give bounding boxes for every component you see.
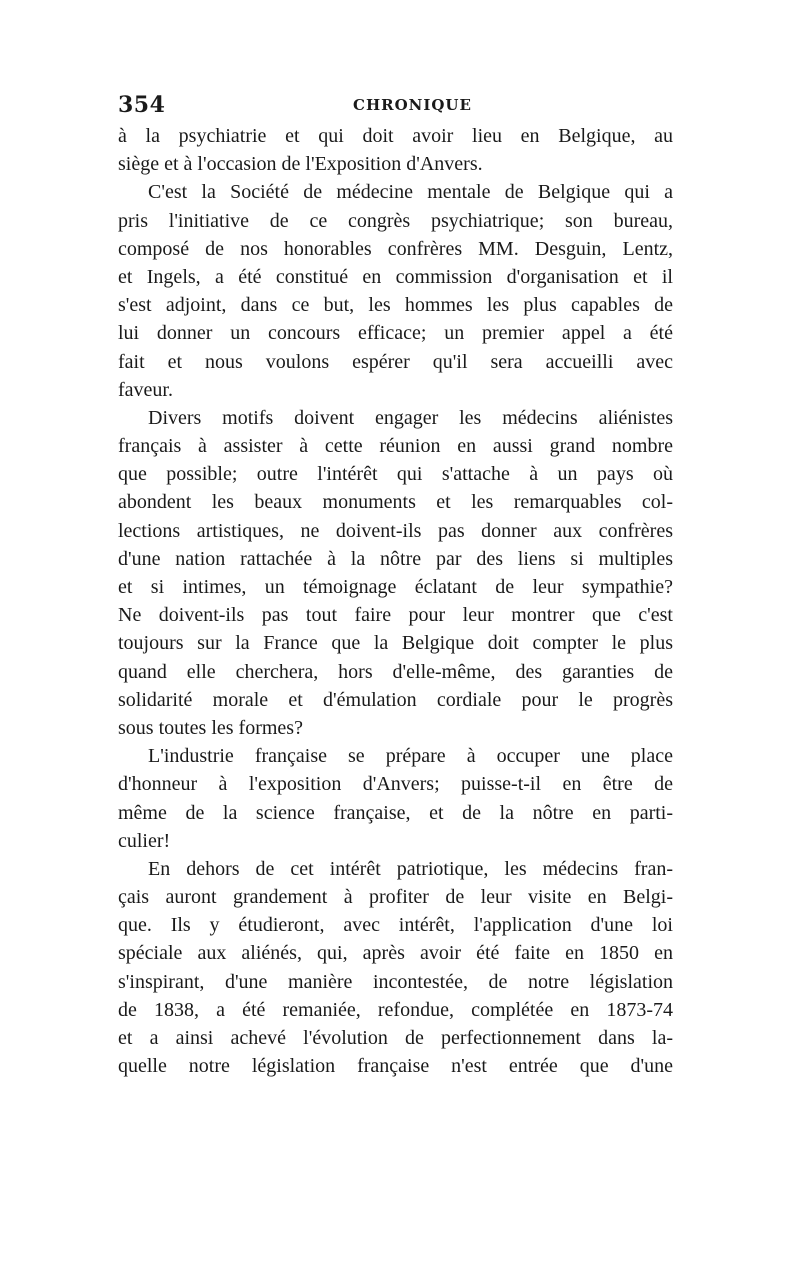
text-line: toujours sur la France que la Belgique doit compter le plus	[118, 632, 673, 655]
text-line: lui donner un concours efficace; un premier appel a été	[118, 322, 673, 345]
text-line: solidarité morale et d'émulation cordiale pour le progrès	[118, 688, 673, 711]
text-line: à la psychiatrie et qui doit avoir lieu en Belgique, au	[118, 125, 673, 147]
text-line: d'une nation rattachée à la nôtre par des liens si multiples	[118, 547, 673, 570]
running-head: CHRONIQUE	[353, 96, 472, 114]
text-line: spéciale aux aliénés, qui, après avoir été faite en 1850 en	[118, 942, 673, 965]
text-line: C'est la Société de médecine mentale de Belgique qui a	[148, 181, 673, 204]
text-line: que. Ils y étudieront, avec intérêt, l'application d'une loi	[118, 914, 673, 937]
text-line: sous toutes les formes?	[118, 716, 303, 739]
text-line: quand elle cherchera, hors d'elle-même, des garanties de	[118, 660, 673, 683]
text-line: culier!	[118, 829, 171, 852]
text-line: français à assister à cette réunion en aussi grand nombre	[118, 435, 673, 458]
text-line: de 1838, a été remaniée, refondue, complétée en 1873-74	[118, 998, 673, 1021]
text-line: L'industrie française se prépare à occuper une place	[148, 745, 673, 768]
text-line: çais auront grandement à profiter de leur visite en Belgi-	[118, 886, 673, 909]
text-line: s'est adjoint, dans ce but, les hommes les plus capables de	[118, 294, 673, 317]
text-line: et si intimes, un témoignage éclatant de leur sympathie?	[118, 576, 673, 598]
page-header	[118, 92, 673, 122]
text-line: composé de nos honorables confrères MM. Desguin, Lentz,	[118, 237, 673, 260]
body-text	[118, 122, 673, 1080]
text-line: s'inspirant, d'une manière incontestée, de notre législation	[118, 970, 673, 993]
page-number: 354	[118, 92, 166, 118]
text-line: pris l'initiative de ce congrès psychiatrique; son bureau,	[118, 209, 673, 232]
text-line: siège et à l'occasion de l'Exposition d'Anvers.	[118, 153, 483, 176]
text-line: En dehors de cet intérêt patriotique, les médecins fran-	[148, 857, 673, 880]
text-line: même de la science française, et de la nôtre en parti-	[118, 801, 673, 824]
text-line: lections artistiques, ne doivent-ils pas donner aux confrères	[118, 519, 673, 542]
text-line: fait et nous voulons espérer qu'il sera accueilli avec	[118, 350, 673, 373]
text-line: d'honneur à l'exposition d'Anvers; puisse-t-il en être de	[118, 773, 673, 796]
text-line: Ne doivent-ils pas tout faire pour leur montrer que c'est	[118, 604, 673, 627]
text-line: faveur.	[118, 378, 173, 401]
text-line: Divers motifs doivent engager les médecins aliénistes	[148, 406, 673, 429]
text-line: et Ingels, a été constitué en commission d'organisation et il	[118, 265, 673, 288]
text-line: que possible; outre l'intérêt qui s'attache à un pays où	[118, 463, 673, 486]
text-line: et a ainsi achevé l'évolution de perfectionnement dans la-	[118, 1027, 673, 1049]
text-line: abondent les beaux monuments et les remarquables col-	[118, 491, 673, 514]
text-line: quelle notre législation française n'est entrée que d'une	[118, 1055, 673, 1078]
